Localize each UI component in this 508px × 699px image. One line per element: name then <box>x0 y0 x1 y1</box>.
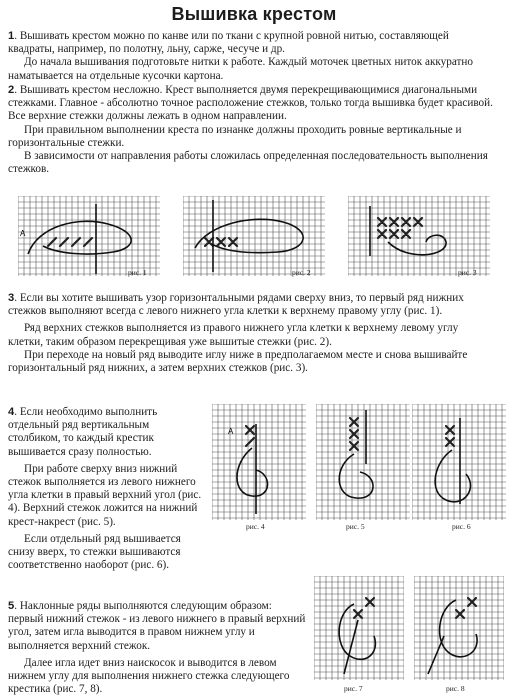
section-3-number: 3 <box>8 292 15 304</box>
figure-2-caption: рис. 2 <box>292 268 311 277</box>
figure-8-thread <box>440 600 478 657</box>
page-title: Вышивка крестом <box>171 4 337 24</box>
section-3-paragraph-2: Ряд верхних стежков выполняется из правого нижнего угла клетки к верхнему левому углу клетки, таким образом перекрещивая уже вышитые стежки (рис. 2). <box>8 322 459 348</box>
figure-4-marker-a: A <box>228 427 234 436</box>
figure-3-caption: рис. 3 <box>458 268 477 277</box>
figure-4-caption: рис. 4 <box>246 522 265 531</box>
figure-3-stitches-row-2 <box>378 230 410 238</box>
figure-3 <box>348 196 490 276</box>
section-3-paragraph-1: 3. Если вы хотите вышивать узор горизонтальными рядами сверху вниз, то первый ряд нижних стежков выполняют всегда с левого нижнего угла клетки к верхнему правому углу (рис. 1). <box>8 292 464 318</box>
figure-2-stitches <box>205 238 237 246</box>
section-4-paragraph-2: При работе сверху вниз нижний стежок выполняется из левого нижнего угла клетки в правый верхний угол (рис. 4). Верхний стежок ложится на нижний крест-накрест (рис. 5). <box>8 462 202 528</box>
section-1 <box>8 30 496 83</box>
section-2-paragraph-2: При правильном выполнении креста по изнанке должны проходить ровные вертикальные и горизонтальные стежки. <box>8 123 462 149</box>
figure-5-caption: рис. 5 <box>346 522 365 531</box>
section-5-number: 5 <box>8 600 15 612</box>
figure-8-caption: рис. 8 <box>446 684 465 693</box>
section-5-paragraph-2: Далее игла идет вниз наискосок и выводится в левом нижнем углу для выполнения нижнего стежка следующего крестика (рис. 7, 8). <box>8 656 290 696</box>
figure-1-caption: рис. 1 <box>128 268 147 277</box>
figure-3-stitches-row-1 <box>378 218 422 226</box>
section-2 <box>8 84 496 176</box>
figure-5 <box>316 404 410 520</box>
figure-4-stitches <box>246 426 254 446</box>
figure-6-stitches <box>446 426 454 446</box>
section-4-paragraph-3: Если отдельный ряд вышивается снизу вверх, то стежки вышиваются соответственно наоборот (рис. 6). <box>8 532 181 572</box>
figure-7-caption: рис. 7 <box>344 684 363 693</box>
figure-7-stitches <box>354 598 374 618</box>
section-4-paragraph-1: 4. Если необходимо выполнить отдельный ряд вертикальным столбиком, то каждый крестик вышивается сразу полностью. <box>8 406 158 458</box>
section-5-paragraph-1: 5. Наклонные ряды выполняются следующим образом: первый нижний стежок - из левого нижнего в правый верхний угол, затем игла выводится в правом нижнем углу и выполняется верхний стежок. <box>8 600 306 652</box>
section-4-number: 4 <box>8 406 15 418</box>
section-1-paragraph-1: 1. Вышивать крестом можно по канве или по ткани с крупной ровной нитью, составляющей квадраты, например, по полотну, льну, сарже, чесуче и др. <box>8 30 449 56</box>
section-4 <box>8 406 204 572</box>
figure-6-caption: рис. 6 <box>452 522 471 531</box>
figure-4-thread <box>237 448 268 496</box>
section-1-paragraph-2: До начала вышивания подготовьте нитки к работе. Каждый моточек цветных ниток аккуратно наматывается на отдельные кусочки картона. <box>8 56 473 82</box>
figure-8-stitches <box>456 598 476 618</box>
figure-8 <box>414 576 504 680</box>
section-1-number: 1 <box>8 30 15 42</box>
section-3 <box>8 292 496 375</box>
section-2-paragraph-3: В зависимости от направления работы сложилась определенная последовательность выполнения стежков. <box>8 150 488 176</box>
figure-1-stitches <box>48 238 92 246</box>
figure-4 <box>212 404 306 520</box>
figure-6 <box>412 404 506 520</box>
figure-1-marker-a: A <box>20 229 26 238</box>
section-5 <box>8 600 308 696</box>
section-2-paragraph-1: 2. Вышивать крестом несложно. Крест выполняется двумя перекрещивающимися диагональными стежками. Главное - абсолютно точное расположение стежков, только тогда вышивка будет красивой. Все верхние стежки должны лежать в одном направлении. <box>8 84 493 123</box>
figure-1 <box>18 196 160 276</box>
figure-2 <box>183 196 325 276</box>
figure-1-grid <box>18 196 160 276</box>
section-3-paragraph-3: При переходе на новый ряд выводите иглу ниже в предполагаемом месте и снова вышивайте горизонтальный ряд нижних, а затем верхних стежков (рис. 3). <box>8 348 468 375</box>
section-2-number: 2 <box>8 84 15 96</box>
figure-7 <box>314 576 404 680</box>
